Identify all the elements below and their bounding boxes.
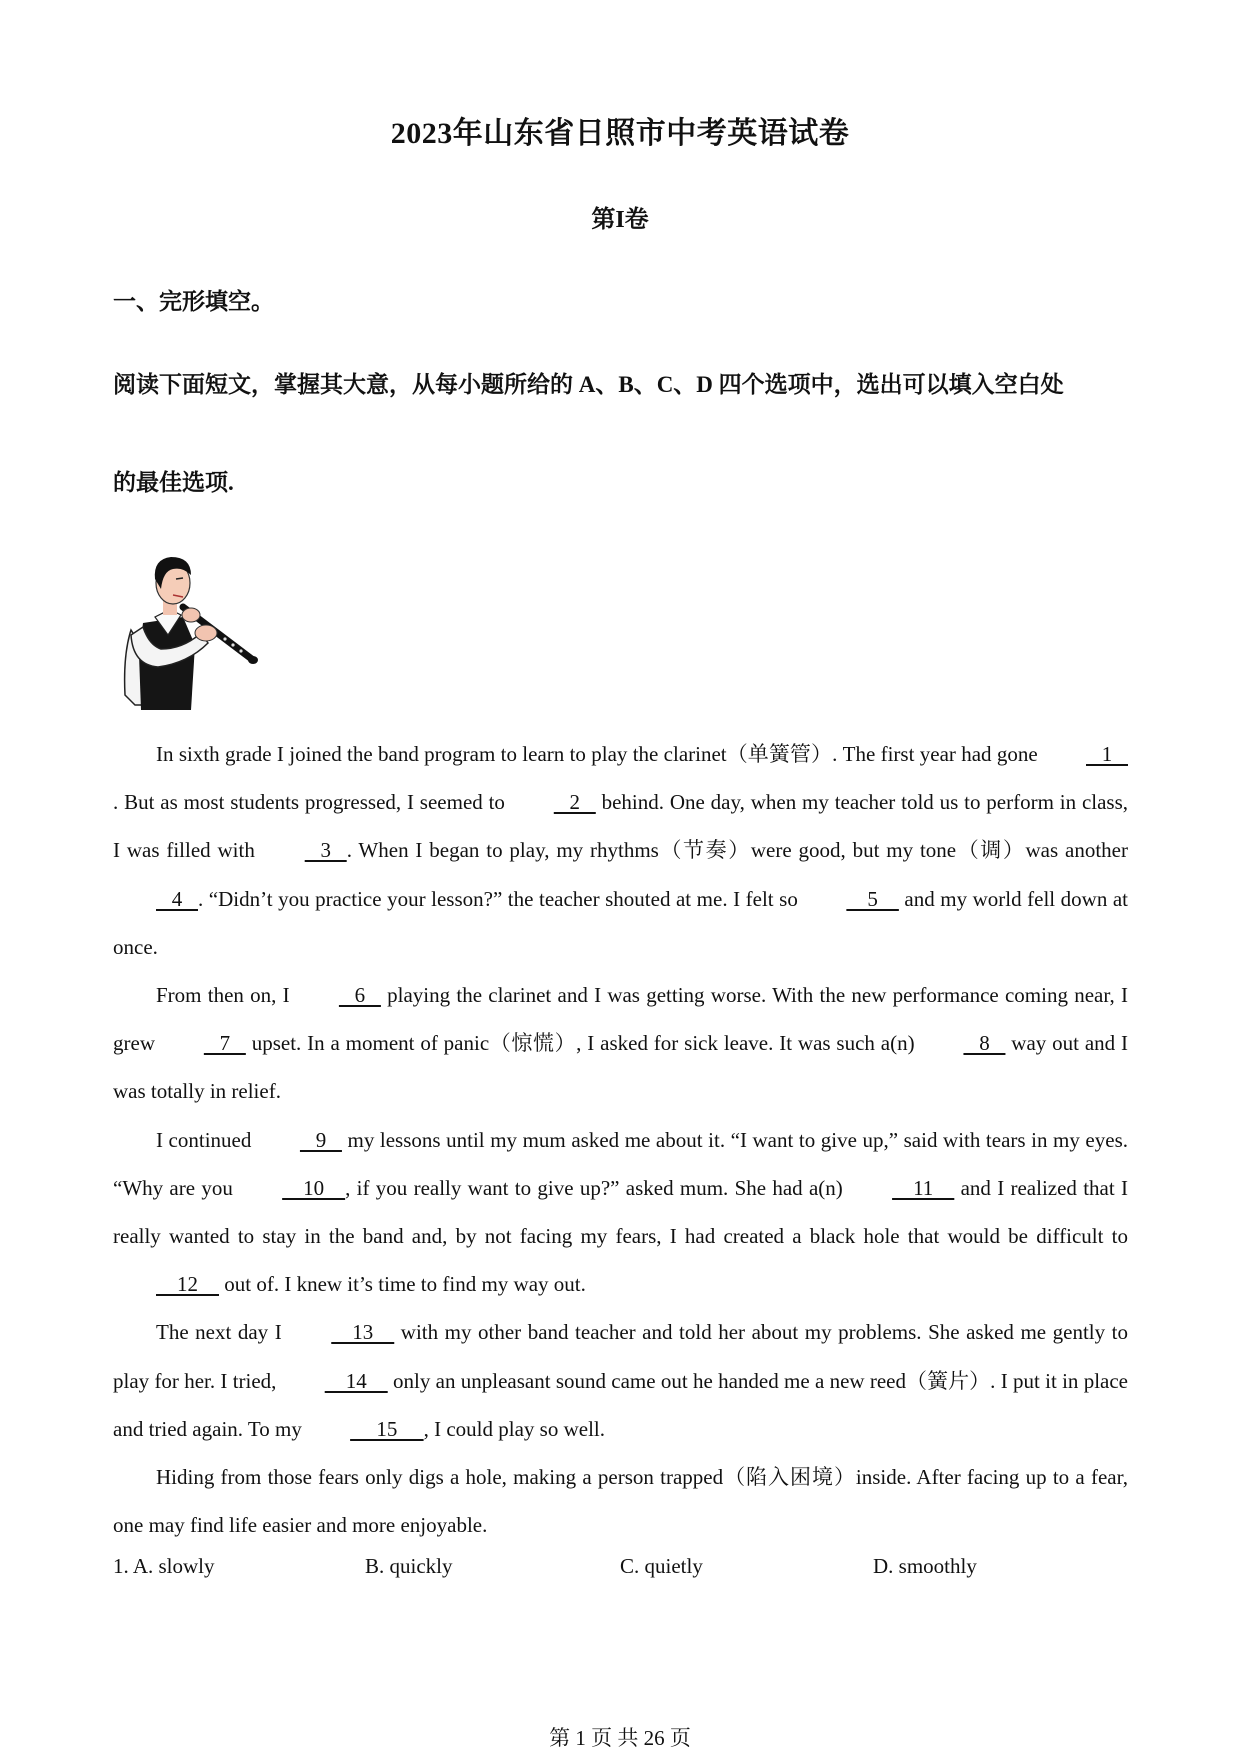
page-indicator: 第 1 页 共 26 页 [549, 1726, 691, 1750]
cloze-blank[interactable]: 2 [553, 790, 596, 815]
instruction-line-1: 阅读下面短文，掌握其大意，从每小题所给的 A、B、C、D 四个选项中，选出可以填入空白处 [113, 372, 1064, 397]
option-b[interactable]: B. quickly [365, 1554, 453, 1578]
cloze-blank[interactable]: 3 [304, 838, 347, 863]
passage-text: . “Didn’t you practice your lesson?” the teacher shouted at me. I felt so [198, 886, 804, 911]
passage-text: upset. In a moment of panic（惊慌）, I asked for sick leave. It was such a(n) [245, 1031, 921, 1056]
clarinet-player-illustration [113, 545, 263, 710]
cloze-blank[interactable]: 10 [282, 1175, 346, 1200]
passage-paragraph [113, 1308, 1128, 1453]
passage-text: . But as most students progressed, I seemed to [113, 790, 511, 815]
passage-text: From then on, I [156, 983, 296, 1008]
instruction-line-2: 的最佳选项. [113, 470, 234, 495]
passage-text: only an unpleasant sound came out he handed me a new reed（簧片）. I put it in place and tried again. To my [113, 1368, 1128, 1441]
cloze-blank[interactable]: 13 [331, 1320, 395, 1345]
passage-text: and my world fell down at once. [113, 886, 1129, 959]
cloze-blank[interactable]: 12 [156, 1272, 219, 1297]
cloze-blank[interactable]: 6 [338, 983, 381, 1008]
cloze-blank[interactable]: 15 [350, 1416, 424, 1441]
option-d[interactable]: D. smoothly [873, 1554, 977, 1578]
passage-text: with my other band teacher and told her about my problems. She asked me gently to play for her. I tried, [113, 1320, 1128, 1393]
passage-text: out of. I knew it’s time to find my way out. [219, 1272, 586, 1297]
cloze-blank[interactable]: 8 [963, 1031, 1006, 1056]
passage-text: playing the clarinet and I was getting worse. With the new performance coming near, I grew [113, 983, 1128, 1056]
passage-text: . When I began to play, my rhythms（节奏）were good, but my tone（调）was another [346, 838, 1128, 863]
passage-text: my lessons until my mum asked me about it. “I want to give up,” said with tears in my eyes. “Why are you [113, 1127, 1128, 1200]
question-1-options [113, 1550, 1128, 1582]
passage-text: , if you really want to give up?” asked mum. She had a(n) [345, 1175, 850, 1200]
passage-paragraph [113, 1116, 1128, 1309]
passage-text: way out and I was totally in relief. [113, 1031, 1129, 1104]
passage-text: , I could play so well. [423, 1416, 605, 1441]
option-a[interactable]: 1. A. slowly [113, 1554, 215, 1578]
passage-text: and I realized that I really wanted to stay in the band and, by not facing my fears, I had created a black hole that would be difficult to [113, 1175, 1128, 1249]
page-title: 2023年山东省日照市中考英语试卷 [390, 117, 850, 150]
option-c[interactable]: C. quietly [620, 1554, 703, 1578]
cloze-blank[interactable]: 5 [846, 886, 899, 911]
section-heading: 一、完形填空。 [113, 289, 274, 314]
passage-paragraph [113, 1453, 1128, 1549]
volume-heading: 第I卷 [591, 207, 649, 233]
cloze-blank[interactable]: 14 [324, 1368, 388, 1393]
passage-text: The next day I [156, 1320, 289, 1345]
passage-paragraph [113, 971, 1128, 1116]
passage-text: behind. One day, when my teacher told us to perform in class, I was filled with [113, 790, 1129, 863]
cloze-blank[interactable]: 7 [203, 1031, 246, 1056]
cloze-blank[interactable]: 1 [1086, 742, 1128, 766]
cloze-blank[interactable]: 11 [892, 1175, 955, 1200]
cloze-passage [113, 730, 1128, 1549]
passage-text: I continued [156, 1127, 257, 1152]
passage-text: In sixth grade I joined the band program to learn to play the clarinet（单簧管）. The first year had gone [156, 742, 1043, 766]
cloze-blank[interactable]: 4 [156, 886, 198, 911]
passage-paragraph [113, 730, 1128, 971]
cloze-blank[interactable]: 9 [299, 1127, 342, 1152]
passage-text: Hiding from those fears only digs a hole, making a person trapped（陷入困境）inside. After facing up to a fear, one may find life easier and more enjoyable. [113, 1465, 1128, 1538]
